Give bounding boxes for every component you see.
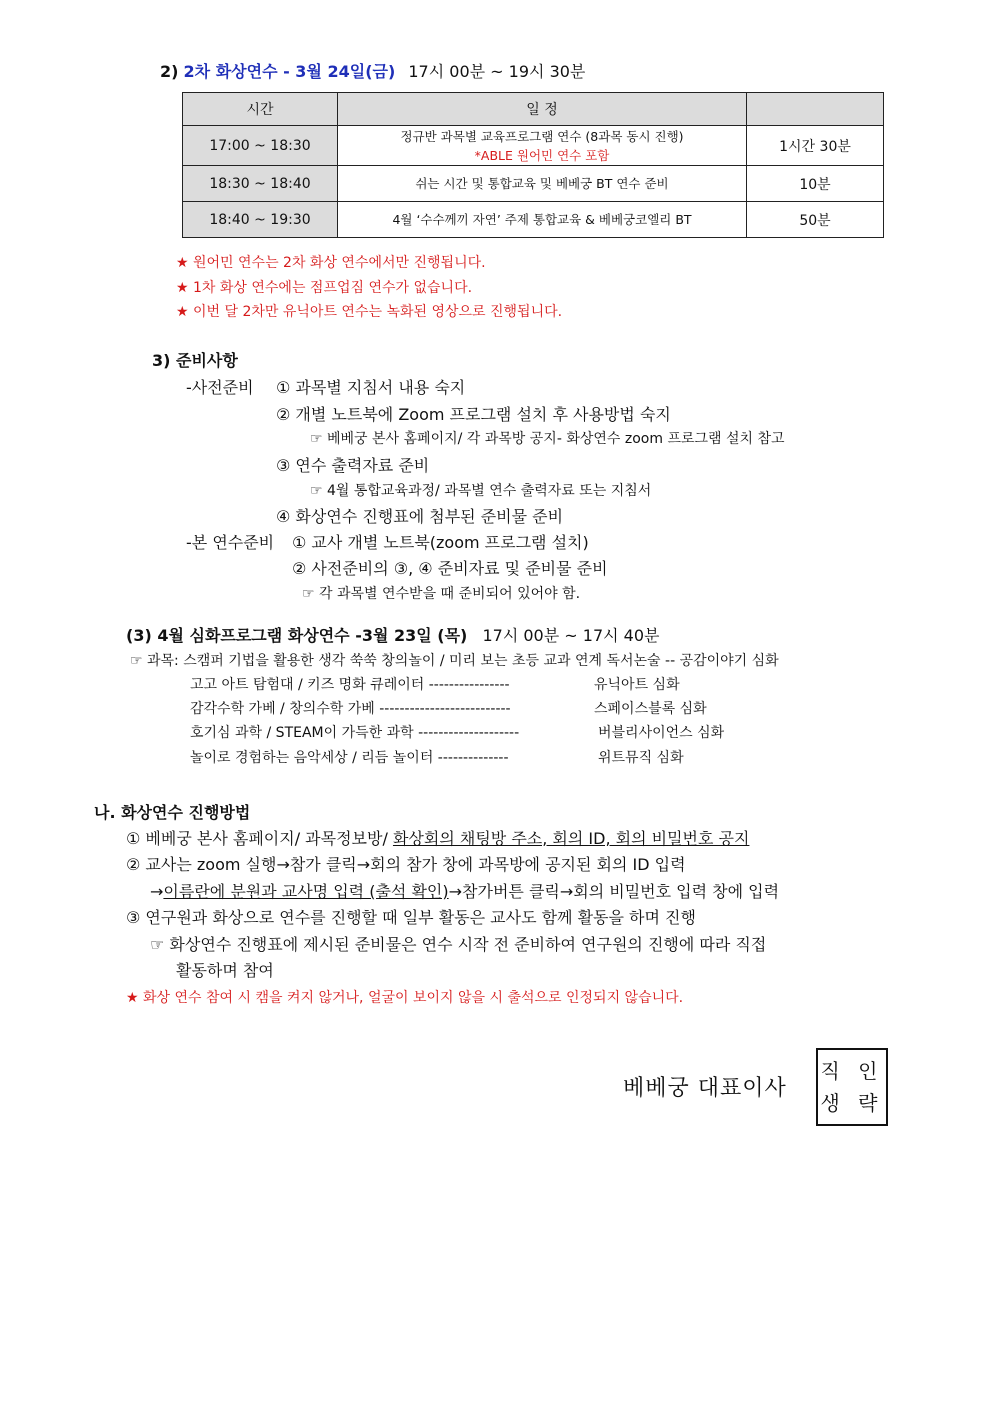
advanced-line-5: 놀이로 경험하는 음악세상 / 리듬 놀이터 -------------- (190, 750, 509, 766)
advanced-line-2-result: 유닉아트 심화 (594, 677, 680, 693)
method-step-1-text: ① 베베궁 본사 홈페이지/ 과목정보방/ (126, 829, 393, 848)
method-step-1 (126, 826, 749, 849)
method-step-3-hint: ☞ 화상연수 진행표에 제시된 준비물은 연수 시작 전 준비하여 연구원의 진행에 따라 직접 (150, 935, 767, 954)
row-plan (338, 126, 747, 166)
session2-time: 17시 00분 ~ 19시 30분 (408, 62, 586, 81)
stamp-line-2: 생 략 (820, 1091, 884, 1115)
prep-pre-label: -사전준비 (186, 378, 254, 397)
session2-number: 2) (160, 62, 179, 81)
header-duration (747, 93, 884, 126)
advanced-time: 17시 00분 ~ 17시 40분 (482, 626, 660, 645)
note-native-speaker: ★ 원어민 연수는 2차 화상 연수에서만 진행됩니다. (176, 255, 486, 271)
prep-pre-item-4: ④ 화상연수 진행표에 첨부된 준비물 준비 (276, 507, 564, 526)
advanced-heading (126, 623, 659, 646)
row-duration: 50분 (747, 202, 884, 238)
row-time: 18:30 ~ 18:40 (183, 166, 338, 202)
header-time: 시간 (183, 93, 338, 126)
method-warning: ★ 화상 연수 참여 시 캠을 켜지 않거나, 얼굴이 보이지 않을 시 출석으로 인정되지 않습니다. (126, 990, 684, 1006)
advanced-line-3-result: 스페이스블록 심화 (594, 701, 707, 717)
table-header-row (183, 93, 884, 126)
method-step-1-underlined: 화상회의 채팅방 주소, 회의 ID, 회의 비밀번호 공지 (392, 829, 750, 848)
row-time: 17:00 ~ 18:30 (183, 126, 338, 166)
session2-heading (160, 59, 585, 82)
stamp-line-1: 직 인 (820, 1059, 884, 1083)
row-plan: 쉬는 시간 및 통합교육 및 베베궁 BT 연수 준비 (338, 166, 747, 202)
prep-main-item-1: ① 교사 개별 노트북(zoom 프로그램 설치) (292, 533, 589, 552)
prep-pre-item-1: ① 과목별 지침서 내용 숙지 (276, 378, 466, 397)
advanced-line-4: 호기심 과학 / STEAM이 가득한 과학 -------------------- (190, 725, 520, 741)
advanced-line-1: ☞ 과목: 스캠퍼 기법을 활용한 생각 쑥쑥 창의놀이 / 미리 보는 초등 교과 연계 독서논술 -- 공감이야기 심화 (130, 653, 779, 669)
advanced-title: (3) 4월 심화프로그램 화상연수 -3월 23일 (목) (126, 626, 468, 645)
advanced-line-5-result: 위트뮤직 심화 (598, 750, 684, 766)
note-jumpup: ★ 1차 화상 연수에는 점프업짐 연수가 없습니다. (176, 280, 473, 296)
row-plan-note: *ABLE 원어민 연수 포함 (474, 147, 610, 163)
method-step-3-hint-cont: 활동하며 참여 (176, 961, 274, 980)
prep-main-hint: ☞ 각 과목별 연수받을 때 준비되어 있어야 함. (302, 586, 581, 602)
note-unicart: ★ 이번 달 2차만 유닉아트 연수는 녹화된 영상으로 진행됩니다. (176, 304, 563, 320)
prep-main-label: -본 연수준비 (186, 533, 275, 552)
table-row (183, 126, 884, 166)
prep-title: 3) 준비사항 (152, 351, 238, 370)
method-step-2-arrow: → (150, 882, 164, 901)
method-step-2-cont (150, 879, 779, 902)
advanced-line-2: 고고 아트 탐험대 / 키즈 명화 큐레이터 ---------------- (190, 677, 510, 693)
session2-title: 2차 화상연수 - 3월 24일(금) (183, 62, 396, 81)
schedule-table (182, 92, 884, 238)
advanced-line-3: 감각수학 가베 / 창의수학 가베 -------------------------- (190, 701, 511, 717)
row-duration: 10분 (747, 166, 884, 202)
signature-name: 베베궁 대표이사 (623, 1076, 787, 1101)
header-plan: 일 정 (338, 93, 747, 126)
method-step-2-rest: →참가버튼 클릭→회의 비밀번호 입력 창에 입력 (448, 882, 780, 901)
prep-pre-item-2: ② 개별 노트북에 Zoom 프로그램 설치 후 사용방법 숙지 (276, 405, 671, 424)
seal-stamp (816, 1048, 888, 1126)
row-plan: 4월 ‘수수께끼 자연’ 주제 통합교육 & 베베궁코엘리 BT (338, 202, 747, 238)
row-duration: 1시간 30분 (747, 126, 884, 166)
method-step-2: ② 교사는 zoom 실행→참가 클릭→회의 참가 창에 과목방에 공지된 회의 ID 입력 (126, 855, 686, 874)
prep-pre-item-3: ③ 연수 출력자료 준비 (276, 456, 430, 475)
method-title: 나. 화상연수 진행방법 (94, 803, 251, 822)
table-row (183, 166, 884, 202)
method-step-3: ③ 연구원과 화상으로 연수를 진행할 때 일부 활동은 교사도 함께 활동을 하며 진행 (126, 908, 696, 927)
prep-pre-item-3-hint: ☞ 4월 통합교육과정/ 과목별 연수 출력자료 또는 지침서 (310, 483, 652, 499)
row-plan-text: 정규반 과목별 교육프로그램 연수 (8과목 동시 진행) (400, 128, 684, 144)
prep-pre-item-2-hint: ☞ 베베궁 본사 홈페이지/ 각 과목방 공지- 화상연수 zoom 프로그램 설치 참고 (310, 431, 785, 447)
table-row (183, 202, 884, 238)
method-step-2-underlined: 이름란에 분원과 교사명 입력 (출석 확인) (163, 882, 449, 901)
advanced-line-4-result: 버블리사이언스 심화 (598, 725, 725, 741)
prep-main-item-2: ② 사전준비의 ③, ④ 준비자료 및 준비물 준비 (292, 559, 608, 578)
row-time: 18:40 ~ 19:30 (183, 202, 338, 238)
